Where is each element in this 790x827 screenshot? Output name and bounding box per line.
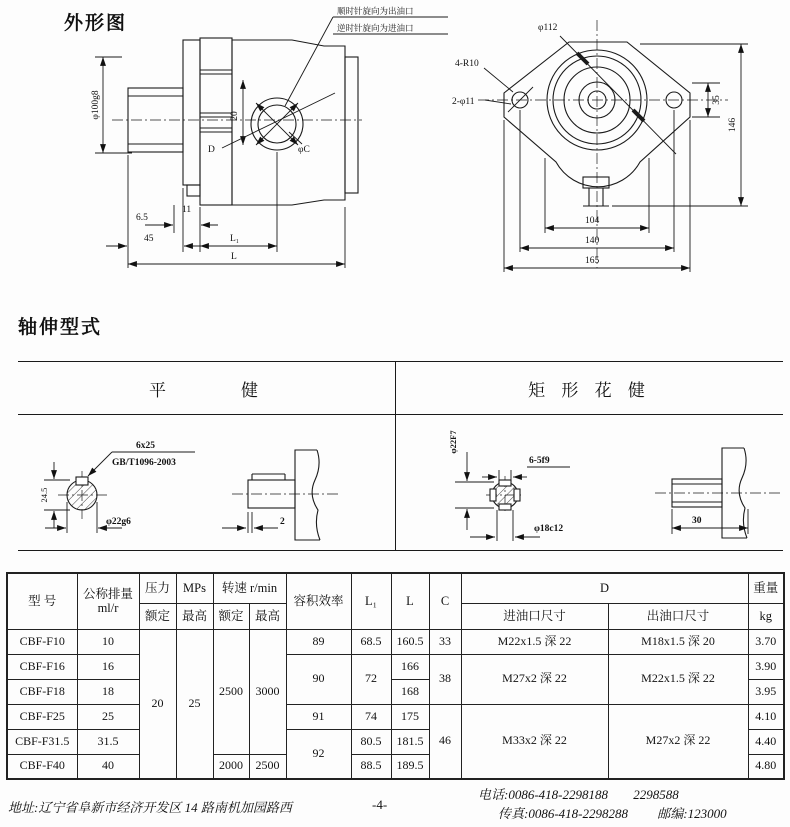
rotation-note-1: 顺时针旋向为出油口 xyxy=(337,6,414,16)
cell-model: CBF-F25 xyxy=(7,704,77,729)
dim-104: 104 xyxy=(585,216,600,226)
dim-phi22F7: φ22F7 xyxy=(448,430,458,454)
cell-l1: 72 xyxy=(351,654,391,704)
cell-l1: 80.5 xyxy=(351,729,391,754)
cell-inlet: M22x1.5 深 22 xyxy=(461,629,608,654)
cell-outlet: M27x2 深 22 xyxy=(608,704,748,779)
col-pressure-max: 最高 xyxy=(176,603,213,629)
cell-c: 33 xyxy=(429,629,461,654)
label-D: D xyxy=(208,145,215,155)
cell-c: 38 xyxy=(429,654,461,704)
spline-header: 矩 形 花 健 xyxy=(528,380,651,400)
cell-kg: 4.80 xyxy=(748,754,784,779)
footer-address: 地址:辽宁省阜新市经济开发区 14 路南机加园路西 xyxy=(8,800,292,815)
footer-fax-label: 传真:0086-418-2298288 xyxy=(498,806,628,821)
cell-model: CBF-F10 xyxy=(7,629,77,654)
col-C: C xyxy=(429,573,461,629)
spline-spec: 6-5f9 xyxy=(529,456,550,466)
col-speed: 转速 r/min xyxy=(213,573,286,603)
col-displacement-line1: 公称排量 xyxy=(82,586,133,601)
col-vol-eff: 容积效率 xyxy=(286,573,351,629)
cell-model: CBF-F31.5 xyxy=(7,729,77,754)
spline-side-view xyxy=(655,448,782,538)
dim-2: 2 xyxy=(280,517,285,527)
cell-kg: 4.40 xyxy=(748,729,784,754)
cell-pressure-rated: 20 xyxy=(139,629,176,779)
cell-disp: 18 xyxy=(77,679,139,704)
cell-vol: 90 xyxy=(286,654,351,704)
col-model: 型 号 xyxy=(7,573,77,629)
cell-kg: 3.95 xyxy=(748,679,784,704)
cell-disp: 40 xyxy=(77,754,139,779)
cell-kg: 3.70 xyxy=(748,629,784,654)
page-number: -4- xyxy=(372,797,388,812)
shaft-drawings xyxy=(0,415,790,555)
spec-table xyxy=(6,572,785,780)
cell-l1: 68.5 xyxy=(351,629,391,654)
footer-zip: 邮编:123000 xyxy=(657,806,727,821)
col-pressure: 压力 xyxy=(139,573,176,603)
flat-key-side-view xyxy=(222,450,338,540)
cell-vol: 89 xyxy=(286,629,351,654)
key-size-callout: 6x25 xyxy=(136,441,155,451)
cell-disp: 10 xyxy=(77,629,139,654)
cell-speed-rated: 2000 xyxy=(213,754,249,779)
cell-outlet: M18x1.5 深 20 xyxy=(608,629,748,654)
cell-l: 166 xyxy=(391,654,429,679)
cell-l1: 74 xyxy=(351,704,391,729)
cell-speed-rated: 2500 xyxy=(213,629,249,754)
col-outlet: 出油口尺寸 xyxy=(608,603,748,629)
cell-model: CBF-F16 xyxy=(7,654,77,679)
cell-model: CBF-F18 xyxy=(7,679,77,704)
label-2-phi11: 2-φ11 xyxy=(452,97,475,107)
cell-pressure-max: 25 xyxy=(176,629,213,779)
shaft-section-title: 轴伸型式 xyxy=(18,317,103,338)
col-L: L xyxy=(391,573,429,629)
dim-20: 20 xyxy=(230,111,240,121)
cell-disp: 25 xyxy=(77,704,139,729)
dim-45: 45 xyxy=(144,234,154,244)
cell-c: 46 xyxy=(429,704,461,779)
rotation-note-2: 逆时针旋向为进油口 xyxy=(337,23,414,33)
col-displacement-line2: ml/r xyxy=(97,601,119,616)
cell-speed-max: 3000 xyxy=(249,629,286,754)
dim-146: 146 xyxy=(728,117,738,133)
cell-vol: 91 xyxy=(286,704,351,729)
footer-fax xyxy=(498,803,727,822)
spec-row xyxy=(7,704,784,729)
col-inlet: 进油口尺寸 xyxy=(461,603,608,629)
cell-l1: 88.5 xyxy=(351,754,391,779)
dim-35: 35 xyxy=(712,95,722,105)
col-weight: 重量 xyxy=(748,573,784,603)
side-view-drawing xyxy=(91,6,448,268)
spline-end-view xyxy=(448,430,570,541)
footer-phone xyxy=(478,784,679,803)
cell-vol: 92 xyxy=(286,729,351,779)
dim-phi112: φ112 xyxy=(538,23,558,33)
flat-key-header: 平 健 xyxy=(18,362,396,414)
flat-key-end-view xyxy=(39,441,195,533)
outline-drawings xyxy=(0,0,790,312)
outline-title: 外形图 xyxy=(64,13,128,34)
cell-disp: 31.5 xyxy=(77,729,139,754)
dim-phi22g6: φ22g6 xyxy=(106,517,131,527)
cell-speed-max: 2500 xyxy=(249,754,286,779)
label-phiC: φC xyxy=(298,145,310,155)
col-D: D xyxy=(461,573,748,603)
key-standard-callout: GB/T1096-2003 xyxy=(112,458,176,468)
cell-kg: 4.10 xyxy=(748,704,784,729)
col-kg: kg xyxy=(748,603,784,629)
col-displacement xyxy=(77,573,139,629)
front-view-drawing xyxy=(452,20,748,272)
header-row-1 xyxy=(7,573,784,603)
col-speed-rated: 额定 xyxy=(213,603,249,629)
col-mps: MPs xyxy=(176,573,213,603)
cell-inlet: M33x2 深 22 xyxy=(461,704,608,779)
col-pressure-rated: 额定 xyxy=(139,603,176,629)
dim-phi100g8: φ100g8 xyxy=(91,90,101,120)
col-L1: L₁ xyxy=(351,573,391,629)
dim-6-5: 6.5 xyxy=(136,213,148,223)
cell-kg: 3.90 xyxy=(748,654,784,679)
cell-inlet: M27x2 深 22 xyxy=(461,654,608,704)
spec-row xyxy=(7,629,784,654)
col-speed-max: 最高 xyxy=(249,603,286,629)
cell-outlet: M22x1.5 深 22 xyxy=(608,654,748,704)
cell-l: 160.5 xyxy=(391,629,429,654)
dim-140: 140 xyxy=(585,236,600,246)
cell-l: 175 xyxy=(391,704,429,729)
dim-165: 165 xyxy=(585,256,600,266)
dim-24-5: 24.5 xyxy=(39,487,49,503)
cell-disp: 16 xyxy=(77,654,139,679)
dim-L: L xyxy=(231,252,237,262)
cell-l: 189.5 xyxy=(391,754,429,779)
cell-l: 181.5 xyxy=(391,729,429,754)
footer-phone2: 2298588 xyxy=(633,787,679,802)
dim-L1: L₁ xyxy=(230,234,240,244)
label-4-R10: 4-R10 xyxy=(455,59,479,69)
dim-30: 30 xyxy=(692,516,702,526)
cell-l: 168 xyxy=(391,679,429,704)
cell-model: CBF-F40 xyxy=(7,754,77,779)
spec-row xyxy=(7,654,784,679)
dim-phi18c12: φ18c12 xyxy=(534,524,564,534)
footer-phone-label: 电话:0086-418-2298188 xyxy=(478,787,608,802)
dim-11: 11 xyxy=(182,205,192,215)
